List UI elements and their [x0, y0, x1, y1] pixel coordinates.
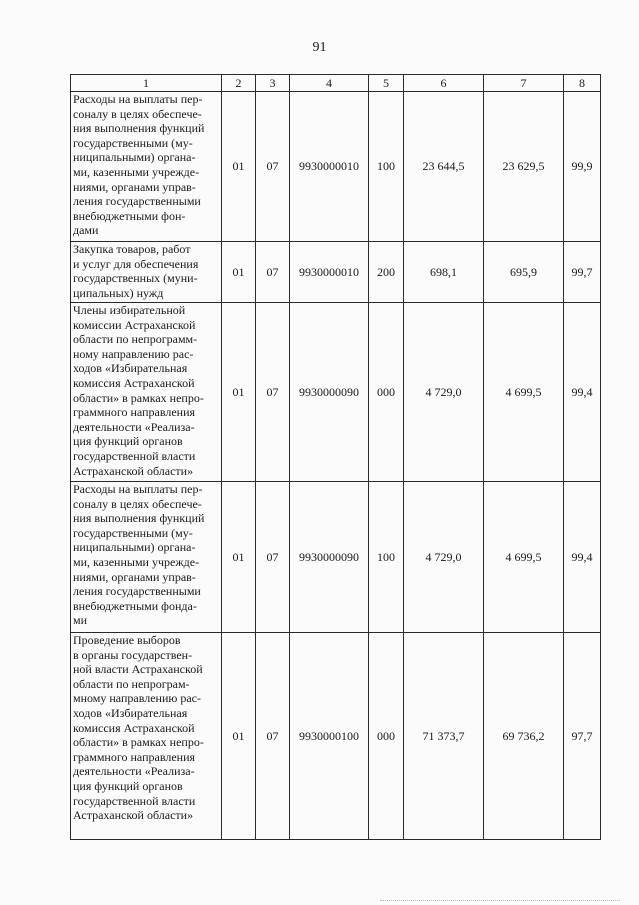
table-row: [71, 92, 601, 242]
header-cell: 8: [564, 75, 601, 92]
row-expense-type: 100: [369, 482, 404, 633]
budget-table: [70, 74, 601, 840]
header-cell: 1: [71, 75, 222, 92]
row-expense-type: 000: [369, 633, 404, 840]
row-description: Проведение выборов в органы государствен- ной власти Астраханской области по непрограм- мному направлению рас- ходов «Избирательная комиссия Астраханской области» в рамках непро- граммного направления деятельности «Реализа- ция функций органов государственной власти Астраханской области»: [71, 633, 222, 840]
header-cell: 3: [256, 75, 290, 92]
row-percent: 99,9: [564, 92, 601, 242]
row-planned: 71 373,7: [404, 633, 484, 840]
table-row: [71, 242, 601, 303]
row-percent: 99,4: [564, 303, 601, 482]
row-expense-type: 200: [369, 242, 404, 303]
row-actual: 4 699,5: [484, 482, 564, 633]
row-section: 01: [222, 303, 256, 482]
table-row: [71, 303, 601, 482]
row-subsection: 07: [256, 482, 290, 633]
row-expense-type: 100: [369, 92, 404, 242]
row-section: 01: [222, 92, 256, 242]
row-actual: 23 629,5: [484, 92, 564, 242]
row-expense-type: 000: [369, 303, 404, 482]
header-cell: 5: [369, 75, 404, 92]
row-target-code: 9930000090: [290, 303, 369, 482]
header-cell: 7: [484, 75, 564, 92]
row-subsection: 07: [256, 242, 290, 303]
row-section: 01: [222, 482, 256, 633]
row-percent: 97,7: [564, 633, 601, 840]
row-planned: 4 729,0: [404, 303, 484, 482]
row-target-code: 9930000090: [290, 482, 369, 633]
row-actual: 69 736,2: [484, 633, 564, 840]
row-planned: 698,1: [404, 242, 484, 303]
row-planned: 23 644,5: [404, 92, 484, 242]
row-target-code: 9930000010: [290, 92, 369, 242]
row-planned: 4 729,0: [404, 482, 484, 633]
row-percent: 99,7: [564, 242, 601, 303]
header-cell: 6: [404, 75, 484, 92]
row-subsection: 07: [256, 303, 290, 482]
row-description: Члены избирательной комиссии Астраханской области по непрограмм- ному направлению рас- ходов «Избирательная комиссия Астраханской области» в рамках непро- граммного направления деятельности «Реализа- ция функций органов государственной власти Астраханской области»: [71, 303, 222, 482]
row-subsection: 07: [256, 633, 290, 840]
header-cell: 2: [222, 75, 256, 92]
row-actual: 695,9: [484, 242, 564, 303]
row-subsection: 07: [256, 92, 290, 242]
row-target-code: 9930000010: [290, 242, 369, 303]
row-actual: 4 699,5: [484, 303, 564, 482]
row-description: Расходы на выплаты пер- соналу в целях обеспече- ния выполнения функций государственными (му- ниципальными) органа- ми, казенными учрежде- ниями, органами управ- ления государственными внебюджетными фонда- ми: [71, 482, 222, 633]
row-description: Закупка товаров, работ и услуг для обеспечения государственных (муни- ципальных) нужд: [71, 242, 222, 303]
page-number: 91: [312, 40, 327, 55]
table-row: [71, 482, 601, 633]
header-row: [71, 75, 601, 92]
row-description: Расходы на выплаты пер- соналу в целях обеспече- ния выполнения функций государственными (му- ниципальными) органа- ми, казенными учрежде- ниями, органами управ- ления государственными внебюджетными фон- дами: [71, 92, 222, 242]
table-row: [71, 633, 601, 840]
row-section: 01: [222, 633, 256, 840]
row-percent: 99,4: [564, 482, 601, 633]
row-target-code: 9930000100: [290, 633, 369, 840]
scan-artifact-line: [380, 900, 620, 902]
header-cell: 4: [290, 75, 369, 92]
row-section: 01: [222, 242, 256, 303]
